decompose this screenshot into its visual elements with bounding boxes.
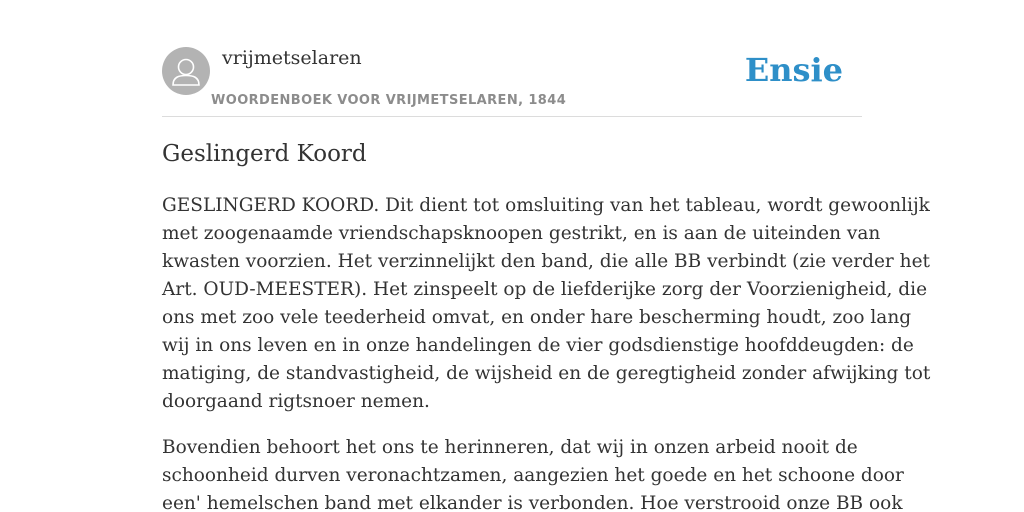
article-header <box>162 46 862 117</box>
avatar[interactable] <box>162 47 210 95</box>
text-line: matiging, de standvastigheid, de wijsheid en de geregtigheid zonder afwijking tot <box>162 363 931 384</box>
article-body <box>162 192 931 512</box>
text-line: een' hemelschen band met elkander is verbonden. Hoe verstrooid onze BB ook <box>162 493 903 512</box>
paragraph <box>162 192 931 416</box>
brand-logo[interactable]: Ensie <box>744 51 843 89</box>
text-line: schoonheid durven veronachtzamen, aangezien het goede en het schoone door <box>162 465 904 486</box>
text-line: Art. OUD-MEESTER). Het zinspeelt op de liefderijke zorg der Voorzienigheid, die <box>162 279 928 300</box>
text-line: met zoogenaamde vriendschapsknoopen gestrikt, en is aan de uiteinden van <box>162 223 881 244</box>
paragraph <box>162 434 904 512</box>
text-line: wij in ons leven en in onze handelingen de vier godsdienstige hoofddeugden: de <box>162 335 914 356</box>
user-icon <box>162 47 210 95</box>
source-label[interactable]: WOORDENBOEK VOOR VRIJMETSELAREN, 1844 <box>211 93 567 108</box>
text-line: doorgaand rigtsnoer nemen. <box>162 391 430 412</box>
text-line: GESLINGERD KOORD. Dit dient tot omsluiting van het tableau, wordt gewoonlijk <box>162 195 930 216</box>
page-title: Geslingerd Koord <box>162 141 367 167</box>
text-line: ons met zoo vele teederheid omvat, en onder hare bescherming houdt, zoo lang <box>162 307 912 328</box>
text-line: Bovendien behoort het ons te herinneren, dat wij in onzen arbeid nooit de <box>162 437 858 458</box>
text-line: kwasten voorzien. Het verzinnelijkt den band, die alle BB verbindt (zie verder het <box>162 251 930 272</box>
author-name[interactable]: vrijmetselaren <box>222 47 362 69</box>
